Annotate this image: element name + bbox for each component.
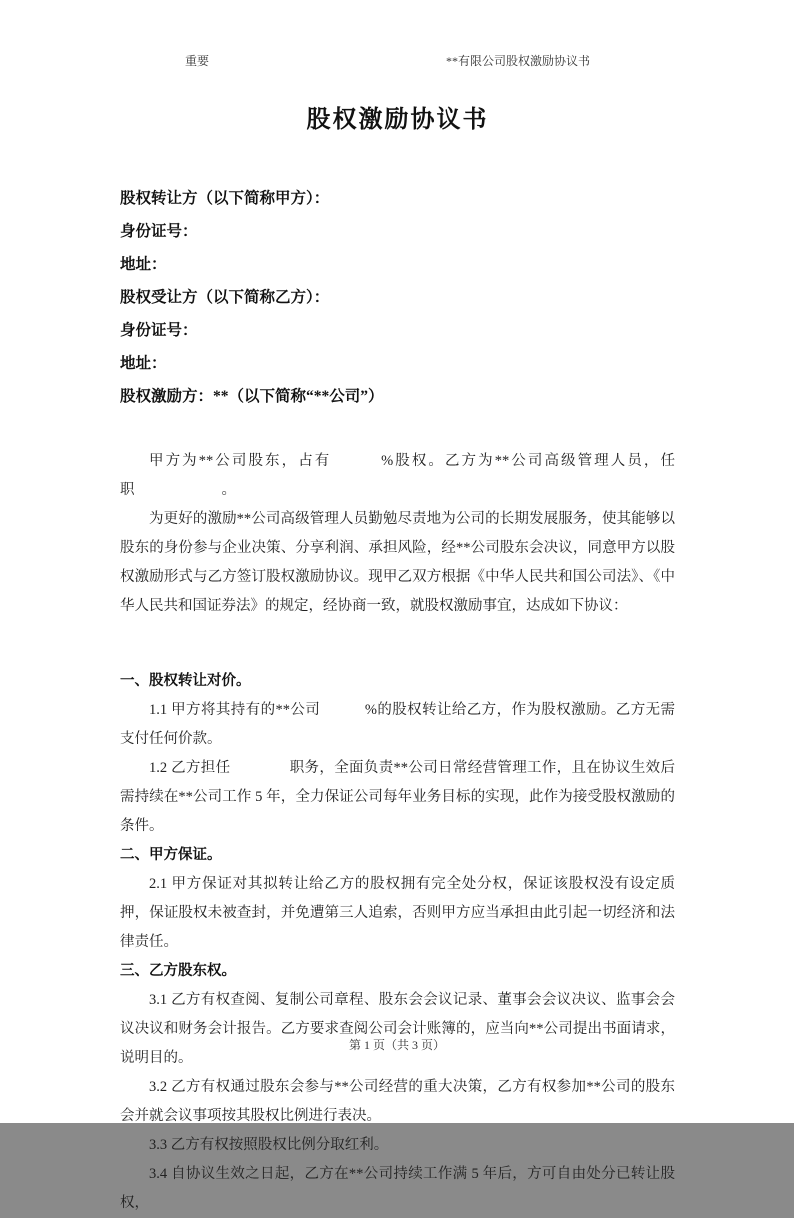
party-incentive-company-line: 股权激励方：**（以下简称“**公司”） — [120, 388, 384, 405]
section-3-heading: 三、乙方股东权。 — [120, 963, 236, 979]
clause-3-1: 3.1 乙方有权查阅、复制公司章程、股东会会议记录、董事会会议决议、监事会会议决议和财务会计报告。乙方要求查阅公司会计账簿的，应当向**公司提出书面请求，说明目的。 — [120, 992, 675, 1066]
sections-block — [120, 667, 675, 1218]
parties-block — [120, 182, 675, 413]
preamble-paragraph: 甲方为**公司股东，占有 %股权。乙方为**公司高级管理人员，任职 。 — [120, 453, 675, 498]
section-2-heading: 二、甲方保证。 — [120, 847, 222, 863]
party-transferee-address-line: 地址： — [120, 355, 167, 372]
preamble-block — [120, 447, 675, 621]
clause-3-3: 3.3 乙方有权按照股权比例分取红利。 — [149, 1137, 389, 1153]
clause-3-2: 3.2 乙方有权通过股东会参与**公司经营的重大决策，乙方有权参加**公司的股东会并就会议事项按其股权比例进行表决。 — [120, 1079, 675, 1124]
party-transferee-id-line: 身份证号： — [120, 322, 198, 339]
party-transferor-address-line: 地址： — [120, 256, 167, 273]
party-transferor-line: 股权转让方（以下简称甲方）： — [120, 190, 330, 207]
page-header — [120, 52, 675, 69]
clause-1-2: 1.2 乙方担任 职务，全面负责**公司日常经营管理工作，且在协议生效后需持续在**公司工作 5 年，全力保证公司每年业务目标的实现，此作为接受股权激励的条件。 — [120, 760, 675, 834]
page-footer — [0, 1036, 794, 1053]
clause-1-1: 1.1 甲方将其持有的**公司 %的股权转让给乙方，作为股权激励。乙方无需支付任何价款。 — [120, 702, 675, 747]
header-document-name: **有限公司股权激励协议书 — [445, 54, 590, 68]
party-transferee-line: 股权受让方（以下简称乙方）： — [120, 289, 330, 306]
clause-3-4: 3.4 自协议生效之日起，乙方在**公司持续工作满 5 年后，方可自由处分已转让股权， — [120, 1166, 675, 1211]
document-title: 股权激励协议书 — [306, 107, 489, 133]
header-importance-label: 重要 — [185, 54, 210, 68]
clause-2-1: 2.1 甲方保证对其拟转让给乙方的股权拥有完全处分权，保证该股权没有设定质押，保证股权未被查封，并免遭第三人追索，否则甲方应当承担由此引起一切经济和法律责任。 — [120, 876, 675, 950]
section-1-heading: 一、股权转让对价。 — [120, 673, 251, 689]
preamble-paragraph: 为更好的激励**公司高级管理人员勤勉尽责地为公司的长期发展服务，使其能够以股东的身份参与企业决策、分享利润、承担风险，经**公司股东会决议，同意甲方以股权激励形式与乙方签订股权激励协议。现甲乙双方根据《中华人民共和国公司法》、《中华人民共和国证券法》的规定，经协商一致，就股权激励事宜，达成如下协议： — [120, 511, 675, 614]
party-transferor-id-line: 身份证号： — [120, 223, 198, 240]
page-number-label: 第 1 页（共 3 页） — [348, 1038, 445, 1052]
